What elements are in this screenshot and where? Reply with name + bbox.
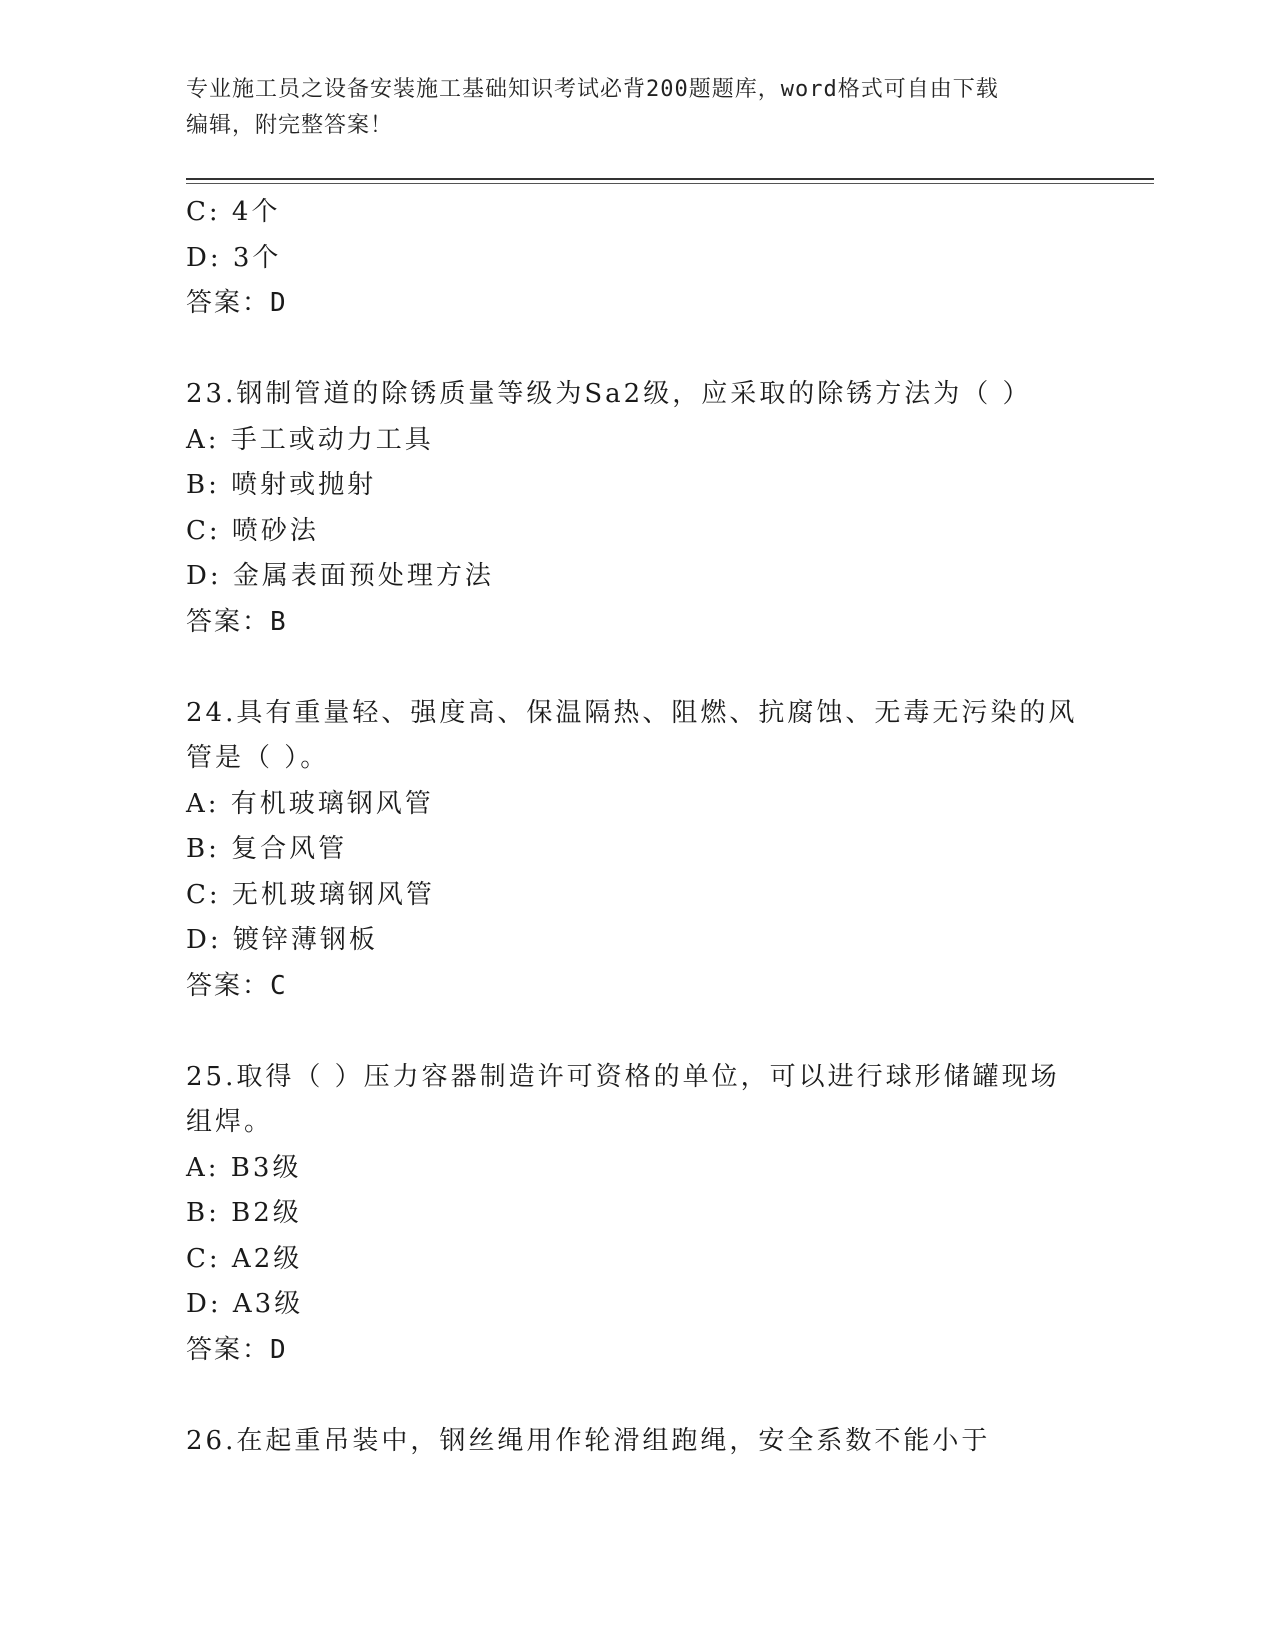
q24-option-c: C: 无机玻璃钢风管: [186, 879, 435, 910]
spacer: [186, 645, 1086, 691]
document-header: [186, 72, 1086, 144]
q24-option-b: B: 复合风管: [186, 834, 348, 864]
q24-option-d: D: 镀锌薄钢板: [186, 925, 378, 955]
header-line-1: 专业施工员之设备安装施工基础知识考试必背200题题库，word格式可自由下载: [186, 77, 999, 102]
q24-option-a: A: 有机玻璃钢风管: [186, 788, 434, 819]
q23-option-b: B: 喷射或抛射: [186, 470, 377, 500]
q23-option-c: C: 喷砂法: [186, 515, 319, 546]
q25-option-c: C: A2级: [186, 1243, 303, 1274]
header-rule-thick: [186, 178, 1154, 180]
question-26-text: 26.在起重吊装中，钢丝绳用作轮滑组跑绳，安全系数不能小于: [186, 1425, 991, 1456]
q25-answer: 答案：D: [186, 1334, 288, 1365]
q23-option-a: A: 手工或动力工具: [186, 424, 434, 455]
answer-line: 答案：D: [186, 288, 288, 318]
header-rule-thin: [186, 183, 1154, 184]
q25-option-a: A: B3级: [186, 1152, 302, 1183]
spacer: [186, 1373, 1086, 1419]
q24-answer: 答案：C: [186, 970, 288, 1001]
question-24-text: 24.具有重量轻、强度高、保温隔热、阻燃、抗腐蚀、无毒无污染的风: [186, 697, 1078, 728]
header-line-2: 编辑，附完整答案！: [186, 113, 394, 138]
q23-option-d: D: 金属表面预处理方法: [186, 561, 494, 591]
option-c: C: 4个: [186, 197, 281, 227]
question-25-text-cont: 组焊。: [186, 1107, 274, 1137]
document-body: [186, 190, 1086, 1464]
question-25-text: 25.取得（ ）压力容器制造许可资格的单位，可以进行球形储罐现场: [186, 1061, 1060, 1092]
q25-option-d: D: A3级: [186, 1289, 304, 1319]
spacer: [186, 1009, 1086, 1055]
question-24-text-cont: 管是（ ）。: [186, 743, 330, 773]
spacer: [186, 327, 1086, 373]
q23-answer: 答案：B: [186, 606, 288, 637]
option-d: D: 3个: [186, 242, 282, 273]
question-23-text: 23.钢制管道的除锈质量等级为Sa2级，应采取的除锈方法为（ ）: [186, 379, 1032, 409]
q25-option-b: B: B2级: [186, 1198, 302, 1228]
